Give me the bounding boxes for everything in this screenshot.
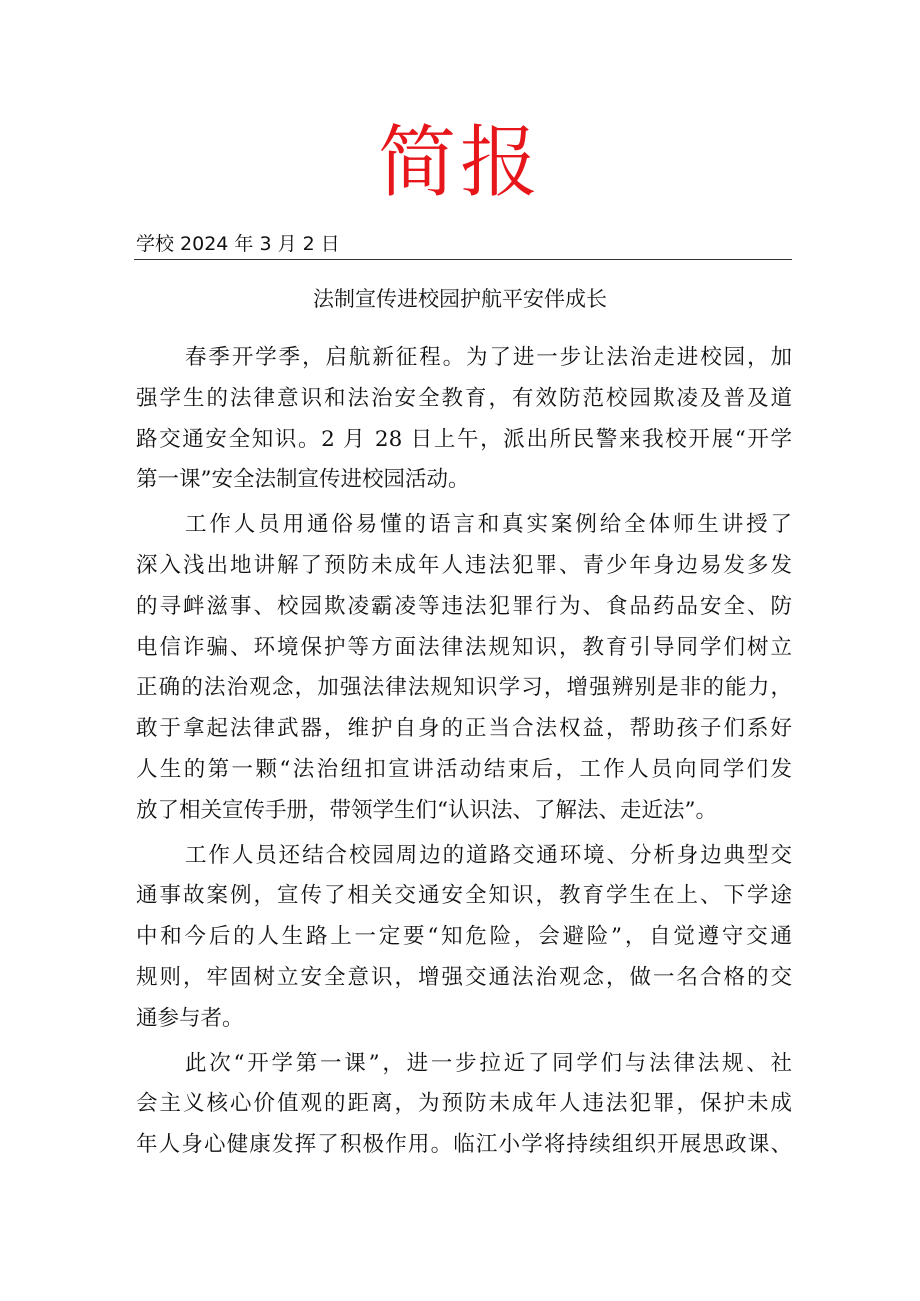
paragraph-3-line-5: 通参与者。 [136, 1005, 244, 1031]
paragraph-4-line-1: 此次“开学第一课”，进一步拉近了同学们与法律法规、社 [185, 1050, 792, 1076]
paragraph-2-line-6: 敢于拿起法律武器，维护自身的正当合法权益，帮助孩子们系好 [136, 716, 792, 742]
paragraph-2-line-4: 电信诈骗、环境保护等方面法律法规知识，教育引导同学们树立 [136, 634, 792, 660]
paragraph-3-line-2: 通事故案例，宣传了相关交通安全知识，教育学生在上、下学途 [136, 883, 792, 909]
paragraph-1-line-1: 春季开学季，启航新征程。为了进一步让法治走进校园，加 [185, 345, 792, 370]
paragraph-2-line-7: 人生的第一颗“法治纽扣宣讲活动结束后，工作人员向同学们发 [136, 756, 792, 782]
masthead-title: 简报 [377, 118, 542, 208]
paragraph-1-line-3: 路交通安全知识。2 月 28 日上午，派出所民警来我校开展“开学 [136, 426, 792, 452]
paragraph-2-line-2: 深入浅出地讲解了预防未成年人违法犯罪、青少年身边易发多发 [136, 552, 792, 578]
paragraph-3-line-1: 工作人员还结合校园周边的道路交通环境、分析身边典型交 [185, 842, 792, 868]
paragraph-1-line-4: 第一课”安全法制宣传进校园活动。 [136, 467, 470, 493]
article-headline: 法制宣传进校园护航平安伴成长 [313, 287, 607, 311]
dateline: 学校 2024 年 3 月 2 日 [136, 233, 340, 255]
paragraph-4-line-3: 年人身心健康发挥了积极作用。临江小学将持续组织开展思政课、 [136, 1132, 792, 1158]
paragraph-2-line-8: 放了相关宣传手册，带领学生们“认识法、了解法、走近法”。 [136, 797, 717, 823]
paragraph-3-line-4: 规则，牢固树立安全意识，增强交通法治观念，做一名合格的交 [136, 964, 792, 990]
paragraph-2-line-3: 的寻衅滋事、校园欺凌霸凌等违法犯罪行为、食品药品安全、防 [136, 593, 792, 619]
article-body [136, 338, 792, 1166]
paragraph-4-line-2: 会主义核心价值观的距离，为预防未成年人违法犯罪，保护未成 [136, 1091, 792, 1117]
paragraph-2-line-1: 工作人员用通俗易懂的语言和真实案例给全体师生讲授了 [185, 512, 792, 538]
paragraph-2-line-5: 正确的法治观念，加强法律法规知识学习，增强辨别是非的能力， [136, 675, 792, 701]
paragraph-1-line-2: 强学生的法律意识和法治安全教育，有效防范校园欺凌及普及道 [136, 385, 792, 411]
paragraph-3-line-3: 中和今后的人生路上一定要“知危险，会避险”，自觉遵守交通 [136, 924, 792, 950]
header-divider [134, 259, 792, 260]
